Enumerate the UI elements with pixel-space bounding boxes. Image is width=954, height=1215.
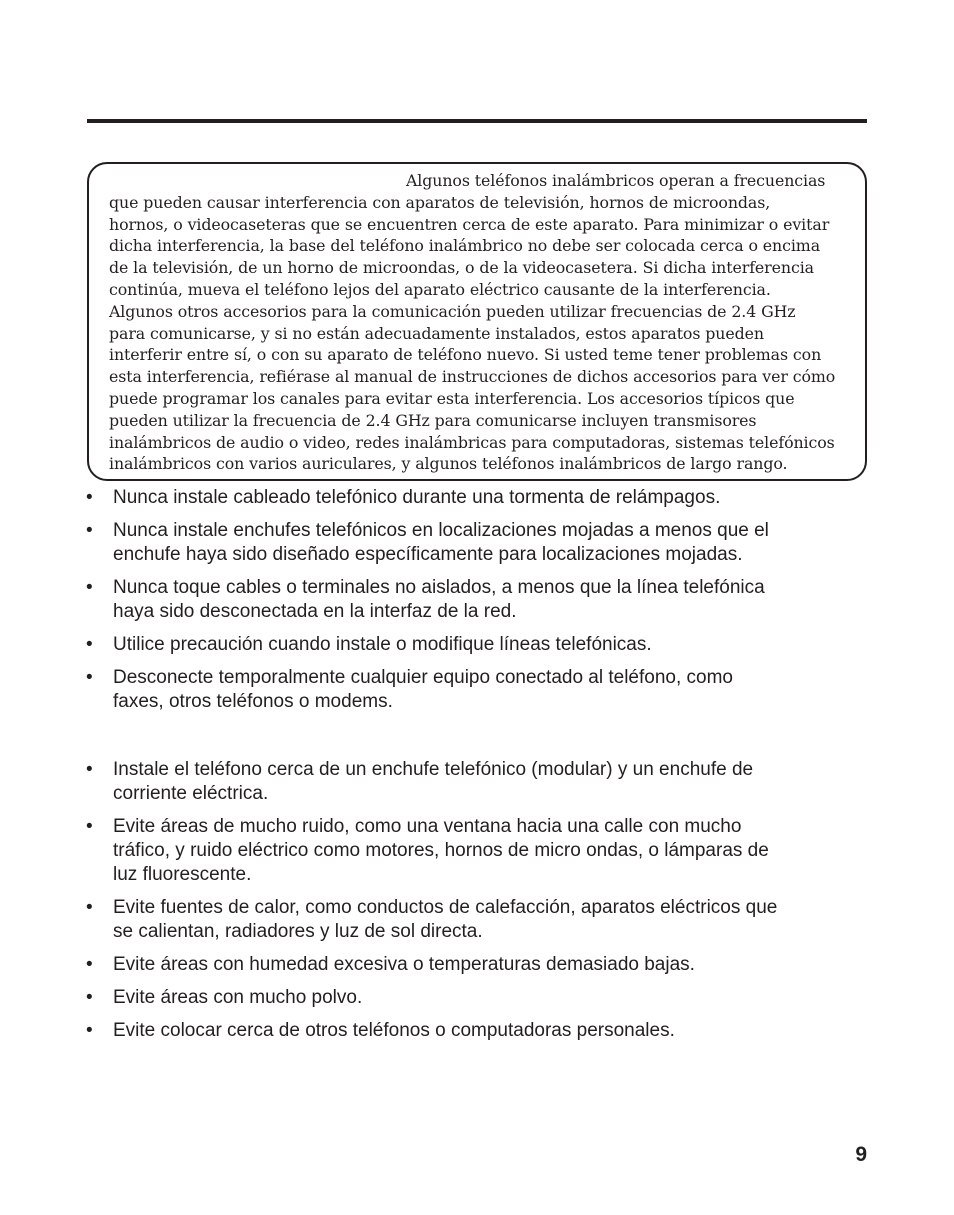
bullet-icon: • <box>86 487 93 508</box>
list-item-text: enchufe haya sido diseñado específicamente para localizaciones mojadas. <box>113 544 743 565</box>
list-item-text: Evite áreas de mucho ruido, como una ventana hacia una calle con mucho <box>113 816 742 837</box>
bullet-icon: • <box>86 667 93 688</box>
notice-line: dicha interferencia, la base del teléfono inalámbrico no debe ser colocada cerca o encima <box>109 236 821 256</box>
list-item-text: Nunca toque cables o terminales no aislados, a menos que la línea telefónica <box>113 577 765 598</box>
list-item-text: Instale el teléfono cerca de un enchufe telefónico (modular) y un enchufe de <box>113 759 754 780</box>
bullet-icon: • <box>86 897 93 918</box>
list-item-text: Evite fuentes de calor, como conductos de calefacción, aparatos eléctricos que <box>113 897 778 918</box>
list-item <box>86 1019 777 1043</box>
bullet-icon: • <box>86 634 93 655</box>
notice-line: Algunos teléfonos inalámbricos operan a frecuencias <box>406 171 826 190</box>
notice-line: para comunicarse, y si no están adecuadamente instalados, estos aparatos pueden <box>109 323 764 343</box>
list-item-text: Nunca instale cableado telefónico durante una tormenta de relámpagos. <box>113 487 721 508</box>
page-number: 9 <box>855 1143 867 1166</box>
list-item <box>86 519 769 567</box>
notice-line: pueden utilizar la frecuencia de 2.4 GHz para comunicarse incluyen transmisores <box>109 410 757 430</box>
list-item <box>86 758 777 806</box>
bullet-icon: • <box>86 954 93 975</box>
bullet-icon: • <box>86 816 93 837</box>
list-item-text: tráfico, y ruido eléctrico como motores, hornos de micro ondas, o lámparas de <box>113 840 769 861</box>
notice-line: de la televisión, de un horno de microondas, o de la videocasetera. Si dicha interferencia <box>109 258 814 278</box>
list-item <box>86 896 777 944</box>
list-item <box>86 815 777 887</box>
bullet-icon: • <box>86 1020 93 1041</box>
list-item-text: Evite áreas con mucho polvo. <box>113 987 363 1008</box>
list-item-text: Nunca instale enchufes telefónicos en localizaciones mojadas a menos que el <box>113 520 769 541</box>
notice-line: Algunos otros accesorios para la comunicación pueden utilizar frecuencias de 2.4 GHz <box>109 301 796 321</box>
placement-bullet-list <box>86 758 777 1043</box>
list-item-text: luz fluorescente. <box>113 864 252 885</box>
list-item <box>86 633 769 657</box>
list-item-text: Desconecte temporalmente cualquier equipo conectado al teléfono, como <box>113 667 733 688</box>
interference-notice-box <box>87 162 867 481</box>
bullet-icon: • <box>86 520 93 541</box>
header-rule <box>87 119 867 123</box>
notice-line: esta interferencia, refiérase al manual de instrucciones de dichos accesorios para ver cómo <box>109 367 836 387</box>
notice-line: interferir entre sí, o con su aparato de teléfono nuevo. Si usted teme tener problemas con <box>109 345 822 365</box>
list-item-text: se calientan, radiadores y luz de sol directa. <box>113 921 483 942</box>
notice-line: inalámbricos con varios auriculares, y algunos teléfonos inalámbricos de largo rango. <box>109 454 788 474</box>
list-item-text: faxes, otros teléfonos o modems. <box>113 691 393 712</box>
list-item <box>86 953 777 977</box>
notice-line: que pueden causar interferencia con aparatos de televisión, hornos de microondas, <box>109 192 771 212</box>
notice-line: hornos, o videocaseteras que se encuentren cerca de este aparato. Para minimizar o evitar <box>109 214 830 234</box>
list-item <box>86 666 769 714</box>
list-item-text: corriente eléctrica. <box>113 783 269 804</box>
bullet-icon: • <box>86 577 93 598</box>
list-item-text: haya sido desconectada en la interfaz de la red. <box>113 601 517 622</box>
list-item-text: Utilice precaución cuando instale o modifique líneas telefónicas. <box>113 634 652 655</box>
notice-line: inalámbricos de audio o video, redes inalámbricas para computadoras, sistemas telefónicos <box>109 432 835 452</box>
bullet-icon: • <box>86 987 93 1008</box>
list-item-text: Evite áreas con humedad excesiva o temperaturas demasiado bajas. <box>113 954 695 975</box>
notice-line: puede programar los canales para evitar esta interferencia. Los accesorios típicos que <box>109 388 795 408</box>
list-item-text: Evite colocar cerca de otros teléfonos o computadoras personales. <box>113 1020 675 1041</box>
notice-line: continúa, mueva el teléfono lejos del aparato eléctrico causante de la interferencia. <box>109 279 771 299</box>
list-item <box>86 986 777 1010</box>
list-item <box>86 576 769 624</box>
bullet-icon: • <box>86 759 93 780</box>
safety-bullet-list <box>86 486 769 714</box>
list-item <box>86 486 769 510</box>
